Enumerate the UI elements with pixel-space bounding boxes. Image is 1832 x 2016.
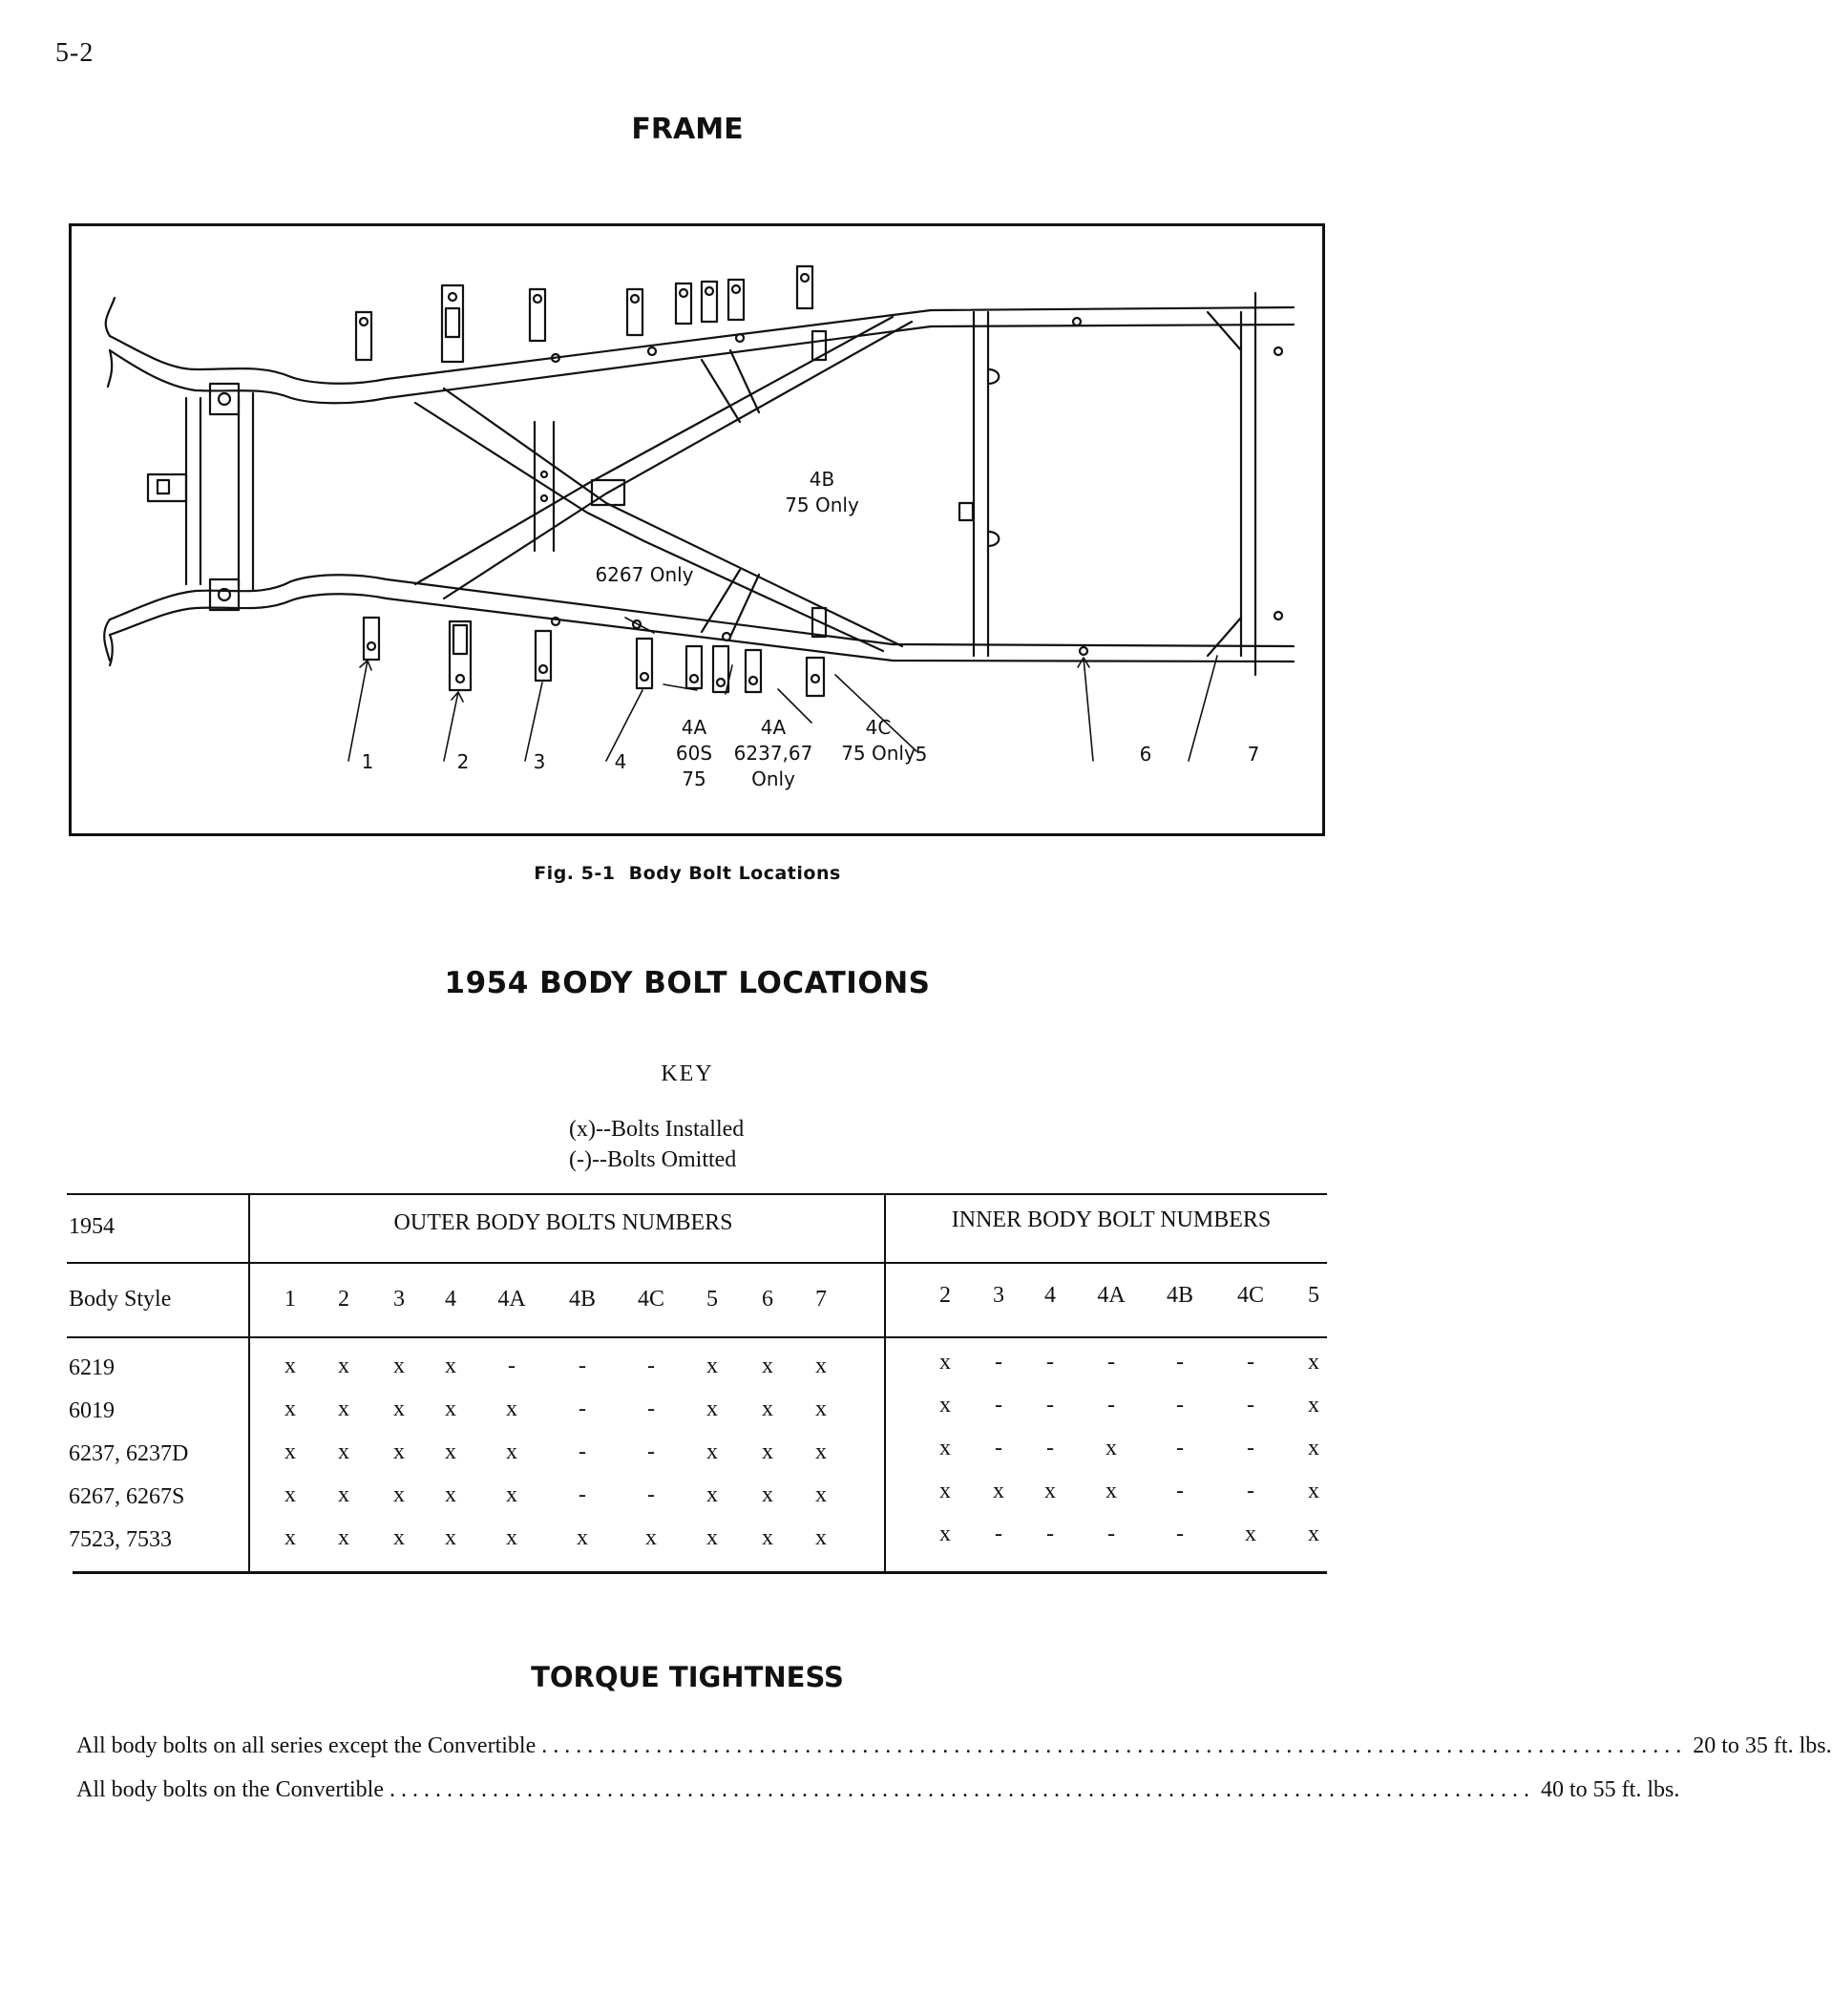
outer-bolt-mark: x <box>445 1439 456 1464</box>
inner-bolt-mark: x <box>1308 1522 1319 1546</box>
inner-bolt-mark: x <box>939 1522 951 1546</box>
inner-col-header: 2 <box>939 1283 951 1308</box>
inner-bolt-mark: - <box>1247 1350 1254 1375</box>
inner-group-header: INNER BODY BOLT NUMBERS <box>951 1208 1272 1232</box>
locations-title: 1954 BODY BOLT LOCATIONS <box>444 966 931 1000</box>
inner-bolt-mark: x <box>1106 1479 1117 1503</box>
outer-bolt-mark: x <box>284 1439 296 1464</box>
outer-bolt-mark: x <box>445 1396 456 1421</box>
callout-3: 3 <box>533 750 546 773</box>
outer-bolt-mark: x <box>338 1482 349 1507</box>
body-style-cell: 7523, 7533 <box>69 1527 172 1552</box>
torque-description: All body bolts on the Convertible <box>76 1777 384 1802</box>
inner-bolt-mark: - <box>995 1436 1002 1460</box>
outer-bolt-mark: x <box>815 1482 827 1507</box>
callout-6: 6 <box>1139 743 1152 766</box>
body-style-cell: 6237, 6237D <box>69 1441 189 1466</box>
inner-bolt-mark: - <box>1247 1436 1254 1460</box>
inner-bolt-mark: - <box>1176 1436 1184 1460</box>
outer-bolt-mark: x <box>762 1396 773 1421</box>
inner-bolt-mark: - <box>1247 1479 1254 1503</box>
outer-bolt-mark: x <box>338 1525 349 1550</box>
torque-description: All body bolts on all series except the Convertible <box>76 1733 537 1758</box>
inner-bolt-mark: - <box>1176 1522 1184 1546</box>
outer-bolt-mark: x <box>338 1396 349 1421</box>
section-title: FRAME <box>631 113 744 146</box>
outer-bolt-mark: x <box>762 1525 773 1550</box>
inner-bolt-mark: - <box>1176 1479 1184 1503</box>
table-divider-left <box>248 1193 250 1573</box>
leader-dots: .................................................................................................... <box>389 1777 1535 1802</box>
outer-bolt-mark: x <box>393 1525 405 1550</box>
torque-value: 20 to 35 ft. lbs. <box>1693 1733 1832 1758</box>
outer-col-header: 3 <box>393 1287 405 1312</box>
outer-col-header: 2 <box>338 1287 349 1312</box>
outer-bolt-mark: - <box>647 1482 655 1507</box>
inner-bolt-mark: - <box>1107 1393 1115 1418</box>
outer-bolt-mark: x <box>706 1439 718 1464</box>
outer-bolt-mark: x <box>393 1439 405 1464</box>
callout-2: 2 <box>456 750 470 773</box>
callout-4c: 4C 75 Only <box>841 716 916 765</box>
outer-bolt-mark: - <box>647 1396 655 1421</box>
inner-bolt-mark: x <box>993 1479 1004 1503</box>
callout-6267-only: 6267 Only <box>595 563 694 586</box>
outer-bolt-mark: x <box>506 1482 517 1507</box>
inner-bolt-mark: x <box>1308 1350 1319 1375</box>
inner-bolt-mark: - <box>1046 1393 1054 1418</box>
inner-bolt-mark: - <box>1176 1350 1184 1375</box>
body-style-cell: 6219 <box>69 1355 115 1380</box>
inner-bolt-mark: x <box>1245 1522 1256 1546</box>
callout-4a-6237: 4A 6237,67 Only <box>733 716 813 790</box>
outer-bolt-mark: - <box>579 1396 586 1421</box>
callout-4: 4 <box>614 750 627 773</box>
outer-bolt-mark: x <box>284 1482 296 1507</box>
inner-col-header: 3 <box>993 1283 1004 1308</box>
body-style-cell: 6267, 6267S <box>69 1484 185 1509</box>
outer-bolt-mark: x <box>506 1439 517 1464</box>
outer-bolt-mark: - <box>647 1439 655 1464</box>
outer-bolt-mark: - <box>579 1354 586 1378</box>
year-label: 1954 <box>69 1214 115 1239</box>
torque-title: TORQUE TIGHTNESS <box>531 1661 844 1693</box>
inner-col-header: 5 <box>1308 1283 1319 1308</box>
inner-bolt-mark: x <box>939 1479 951 1503</box>
inner-bolt-mark: - <box>995 1350 1002 1375</box>
outer-bolt-mark: x <box>706 1354 718 1378</box>
inner-bolt-mark: x <box>1044 1479 1056 1503</box>
outer-bolt-mark: x <box>762 1439 773 1464</box>
table-rule-top <box>67 1193 1327 1195</box>
table-rule-header <box>67 1262 1327 1264</box>
outer-bolt-mark: x <box>815 1525 827 1550</box>
outer-bolt-mark: x <box>815 1439 827 1464</box>
outer-bolt-mark: x <box>284 1525 296 1550</box>
page-number: 5-2 <box>55 38 95 68</box>
outer-bolt-mark: x <box>445 1354 456 1378</box>
outer-col-header: 4C <box>637 1287 665 1312</box>
outer-bolt-mark: x <box>445 1525 456 1550</box>
outer-bolt-mark: - <box>579 1439 586 1464</box>
front-cross-member <box>186 393 253 589</box>
frame-figure <box>69 223 1325 836</box>
outer-bolt-mark: x <box>762 1482 773 1507</box>
inner-bolt-mark: - <box>1046 1436 1054 1460</box>
inner-bolt-mark: x <box>939 1436 951 1460</box>
outer-bolt-mark: x <box>338 1439 349 1464</box>
outer-bolt-mark: x <box>762 1354 773 1378</box>
callout-4b: 4B 75 Only <box>785 468 859 516</box>
outer-bolt-mark: x <box>706 1482 718 1507</box>
body-style-label: Body Style <box>69 1287 172 1312</box>
inner-bolt-mark: x <box>1308 1479 1319 1503</box>
outer-group-header: OUTER BODY BOLTS NUMBERS <box>393 1210 733 1235</box>
leader-dots: .................................................................................................... <box>541 1733 1688 1758</box>
key-installed: (x)--Bolts Installed <box>569 1117 745 1142</box>
torque-line <box>76 1777 1680 1803</box>
outer-col-header: 6 <box>762 1287 773 1312</box>
table-divider-middle <box>884 1193 886 1573</box>
outer-col-header: 7 <box>815 1287 827 1312</box>
figure-caption: Fig. 5-1 Body Bolt Locations <box>534 863 841 884</box>
inner-bolt-mark: - <box>995 1393 1002 1418</box>
outer-col-header: 5 <box>706 1287 718 1312</box>
inner-col-header: 4B <box>1166 1283 1194 1308</box>
callout-7: 7 <box>1247 743 1260 766</box>
key-omitted: (-)--Bolts Omitted <box>569 1147 737 1172</box>
table-rule-body <box>67 1336 1327 1338</box>
key-title: KEY <box>661 1061 714 1086</box>
body-style-cell: 6019 <box>69 1398 115 1423</box>
callout-5: 5 <box>915 743 928 766</box>
outer-bolt-mark: x <box>393 1482 405 1507</box>
outer-bolt-mark: x <box>815 1396 827 1421</box>
outer-bolt-mark: x <box>645 1525 657 1550</box>
rear-cross-member <box>974 312 988 656</box>
inner-bolt-mark: - <box>1107 1522 1115 1546</box>
outer-col-header: 4A <box>497 1287 526 1312</box>
callout-4a-60s: 4A 60S 75 <box>675 716 713 790</box>
outer-bolt-mark: - <box>508 1354 516 1378</box>
inner-bolt-mark: - <box>1046 1350 1054 1375</box>
inner-bolt-mark: - <box>1247 1393 1254 1418</box>
outer-bolt-mark: x <box>577 1525 588 1550</box>
table-rule-bottom <box>73 1571 1327 1574</box>
inner-bolt-mark: x <box>1106 1436 1117 1460</box>
inner-bolt-mark: x <box>1308 1436 1319 1460</box>
outer-bolt-mark: x <box>706 1396 718 1421</box>
inner-bolt-mark: x <box>1308 1393 1319 1418</box>
outer-bolt-mark: x <box>393 1396 405 1421</box>
outer-col-header: 4 <box>445 1287 456 1312</box>
outer-bolt-mark: x <box>706 1525 718 1550</box>
outer-bolt-mark: x <box>338 1354 349 1378</box>
callout-1: 1 <box>361 750 374 773</box>
inner-bolt-mark: - <box>1046 1522 1054 1546</box>
inner-col-header: 4A <box>1097 1283 1126 1308</box>
inner-bolt-mark: x <box>939 1393 951 1418</box>
torque-line <box>76 1733 1832 1759</box>
outer-bolt-mark: - <box>647 1354 655 1378</box>
outer-bolt-mark: x <box>284 1354 296 1378</box>
outer-bolt-mark: x <box>506 1525 517 1550</box>
outer-col-header: 4B <box>568 1287 597 1312</box>
inner-col-header: 4 <box>1044 1283 1056 1308</box>
outer-bolt-mark: x <box>393 1354 405 1378</box>
outer-bolt-mark: x <box>445 1482 456 1507</box>
outer-bolt-mark: - <box>579 1482 586 1507</box>
torque-value: 40 to 55 ft. lbs. <box>1540 1777 1680 1802</box>
outer-col-header: 1 <box>284 1287 296 1312</box>
outer-bolt-mark: x <box>815 1354 827 1378</box>
inner-col-header: 4C <box>1236 1283 1265 1308</box>
inner-bolt-mark: - <box>1107 1350 1115 1375</box>
inner-bolt-mark: x <box>939 1350 951 1375</box>
inner-bolt-mark: - <box>995 1522 1002 1546</box>
outer-bolt-mark: x <box>284 1396 296 1421</box>
inner-bolt-mark: - <box>1176 1393 1184 1418</box>
outer-bolt-mark: x <box>506 1396 517 1421</box>
